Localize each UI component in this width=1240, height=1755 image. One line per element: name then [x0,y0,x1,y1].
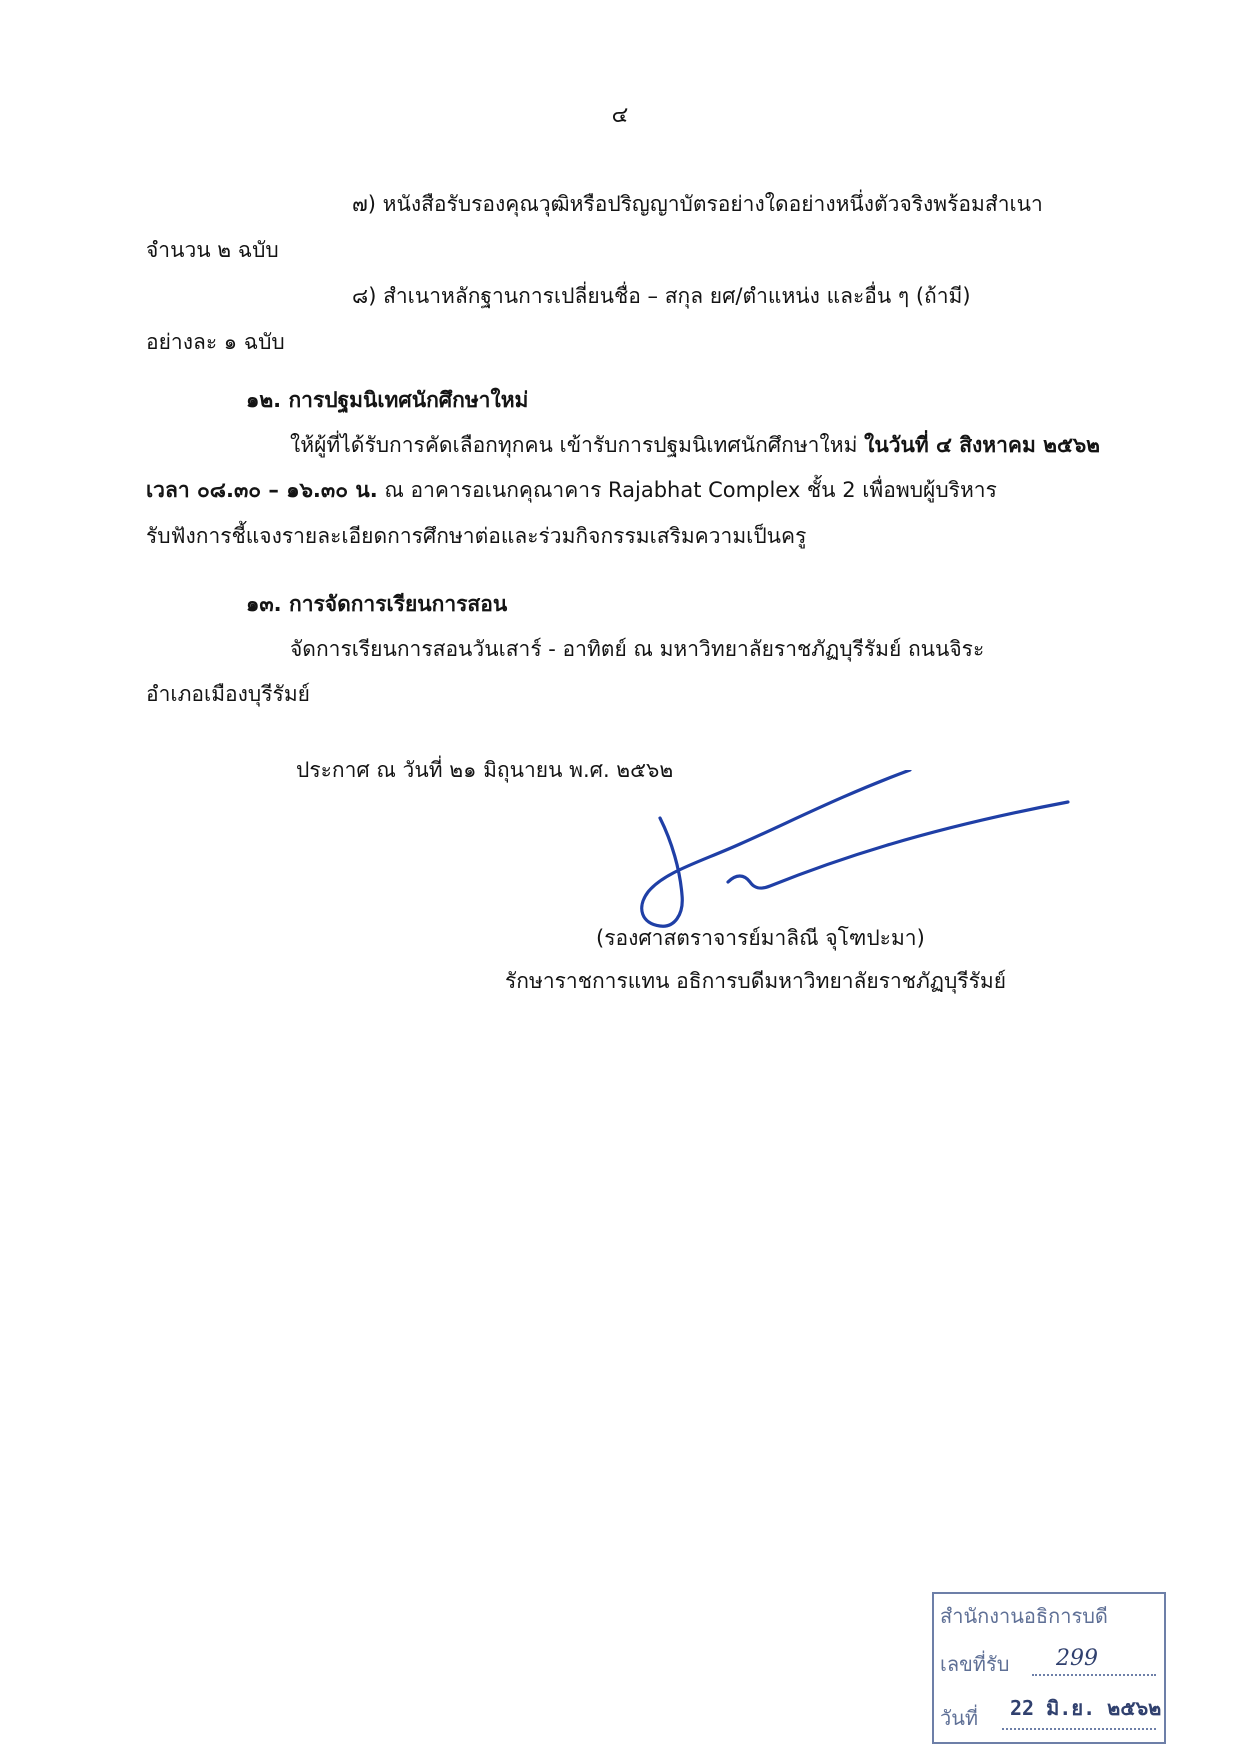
stamp-date-value: 22 มิ.ย. ๒๕๖๒ [1010,1696,1162,1720]
section-12-heading: ๑๒. การปฐมนิเทศนักศึกษาใหม่ [246,388,529,412]
stamp-number-value: 299 [1056,1646,1098,1671]
item-8-continuation: อย่างละ ๑ ฉบับ [146,330,285,354]
stamp-date-label: วันที่ [940,1706,979,1730]
stamp-office: สำนักงานอธิการบดี [940,1604,1108,1628]
section-13-heading: ๑๓. การจัดการเรียนการสอน [246,592,508,616]
section-12-line-1-text: ให้ผู้ที่ได้รับการคัดเลือกทุกคน เข้ารับการปฐมนิเทศนักศึกษาใหม่ [290,433,865,457]
section-12-date: ในวันที่ ๔ สิงหาคม ๒๕๖๒ [864,433,1101,457]
stamp-number-line [1032,1674,1156,1676]
stamp-date-line [1002,1728,1156,1730]
section-12-line-2 [146,475,997,505]
item-7: ๗) หนังสือรับรองคุณวุฒิหรือปริญญาบัตรอย่างใดอย่างหนึ่งตัวจริงพร้อมสำเนา [352,192,1043,216]
section-12-line-3: รับฟังการชี้แจงรายละเอียดการศึกษาต่อและร่วมกิจกรรมเสริมความเป็นครู [146,524,807,548]
section-12-time: เวลา ๐๘.๓๐ – ๑๖.๓๐ น. [146,478,378,502]
section-12-line-1 [290,430,1100,460]
signatory-position: รักษาราชการแทน อธิการบดีมหาวิทยาลัยราชภัฏบุรีรัมย์ [505,969,1007,993]
announcement-date: ประกาศ ณ วันที่ ๒๑ มิถุนายน พ.ศ. ๒๕๖๒ [296,758,674,782]
receipt-stamp [932,1592,1166,1744]
signatory-name: (รองศาสตราจารย์มาลิณี จุโฑปะมา) [596,926,925,950]
item-7-continuation: จำนวน ๒ ฉบับ [146,238,279,262]
section-12-venue: ณ อาคารอเนกคุณาคาร Rajabhat Complex ชั้น 2 เพื่อพบผู้บริหาร [377,478,997,502]
section-13-line-2: อำเภอเมืองบุรีรัมย์ [146,682,310,706]
stamp-number-label: เลขที่รับ [940,1652,1010,1676]
page-number: ๔ [611,103,629,128]
section-13-line-1: จัดการเรียนการสอนวันเสาร์ - อาทิตย์ ณ มหาวิทยาลัยราชภัฏบุรีรัมย์ ถนนจิระ [290,637,985,661]
signature-image [620,770,1080,930]
item-8: ๘) สำเนาหลักฐานการเปลี่ยนชื่อ – สกุล ยศ/ตำแหน่ง และอื่น ๆ (ถ้ามี) [352,284,971,308]
